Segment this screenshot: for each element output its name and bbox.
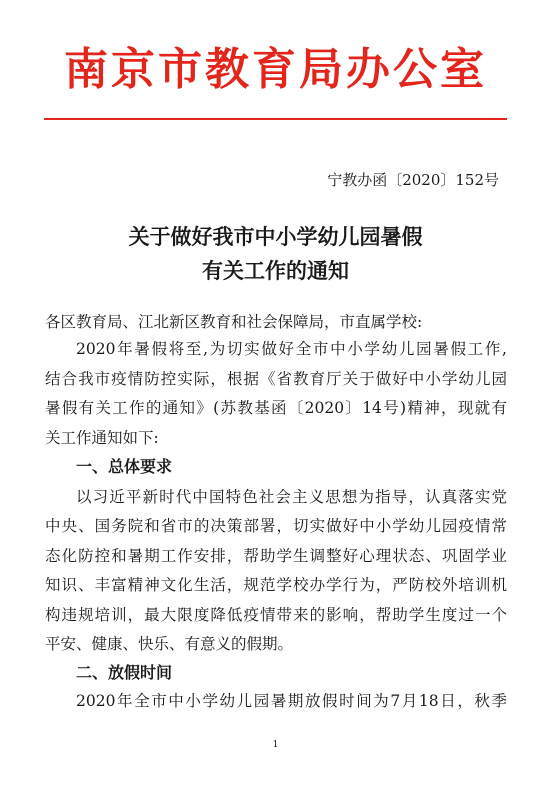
section1-line: 态化防控和暑期工作安排，帮助学生调整好心理状态、巩固学业 [45, 547, 507, 565]
intro-line: 暑假有关工作的通知》(苏教基函〔2020〕14号)精神，现就有 [45, 399, 507, 417]
section2-line: 2020年全市中小学幼儿园暑期放假时间为7月18日，秋季 [76, 692, 507, 710]
section1-line: 中央、国务院和省市的决策部署，切实做好中小学幼儿园疫情常 [45, 517, 507, 535]
section1-line: 以习近平新时代中国特色社会主义思想为指导，认真落实党 [76, 488, 507, 506]
intro-line: 2020年暑假将至,为切实做好全市中小学幼儿园暑假工作, [76, 340, 507, 358]
intro-line: 结合我市疫情防控实际，根据《省教育厅关于做好中小学幼儿园 [45, 370, 507, 388]
intro-line: 关工作通知如下: [45, 429, 159, 447]
section-heading-overall-requirements: 一、总体要求 [76, 457, 173, 476]
document-title-line-1: 关于做好我市中小学幼儿园暑假 [128, 224, 423, 249]
salutation: 各区教育局、江北新区教育和社会保障局，市直属学校: [45, 313, 423, 331]
document-title-line-2: 有关工作的通知 [202, 258, 349, 283]
section1-line: 知识、丰富精神文化生活，规范学校办学行为，严防校外培训机 [45, 576, 507, 594]
page-number: 1 [272, 740, 279, 750]
section-heading-holiday-time: 二、放假时间 [76, 663, 173, 682]
section1-line: 构违规培训，最大限度降低疫情带来的影响，帮助学生度过一个 [45, 606, 507, 624]
section1-line: 平安、健康、快乐、有意义的假期。 [45, 635, 294, 653]
red-header-rule [44, 118, 507, 120]
issuing-org-title: 南京市教育局办公室 [64, 44, 487, 95]
document-number: 宁教办函〔2020〕152号 [327, 171, 499, 189]
